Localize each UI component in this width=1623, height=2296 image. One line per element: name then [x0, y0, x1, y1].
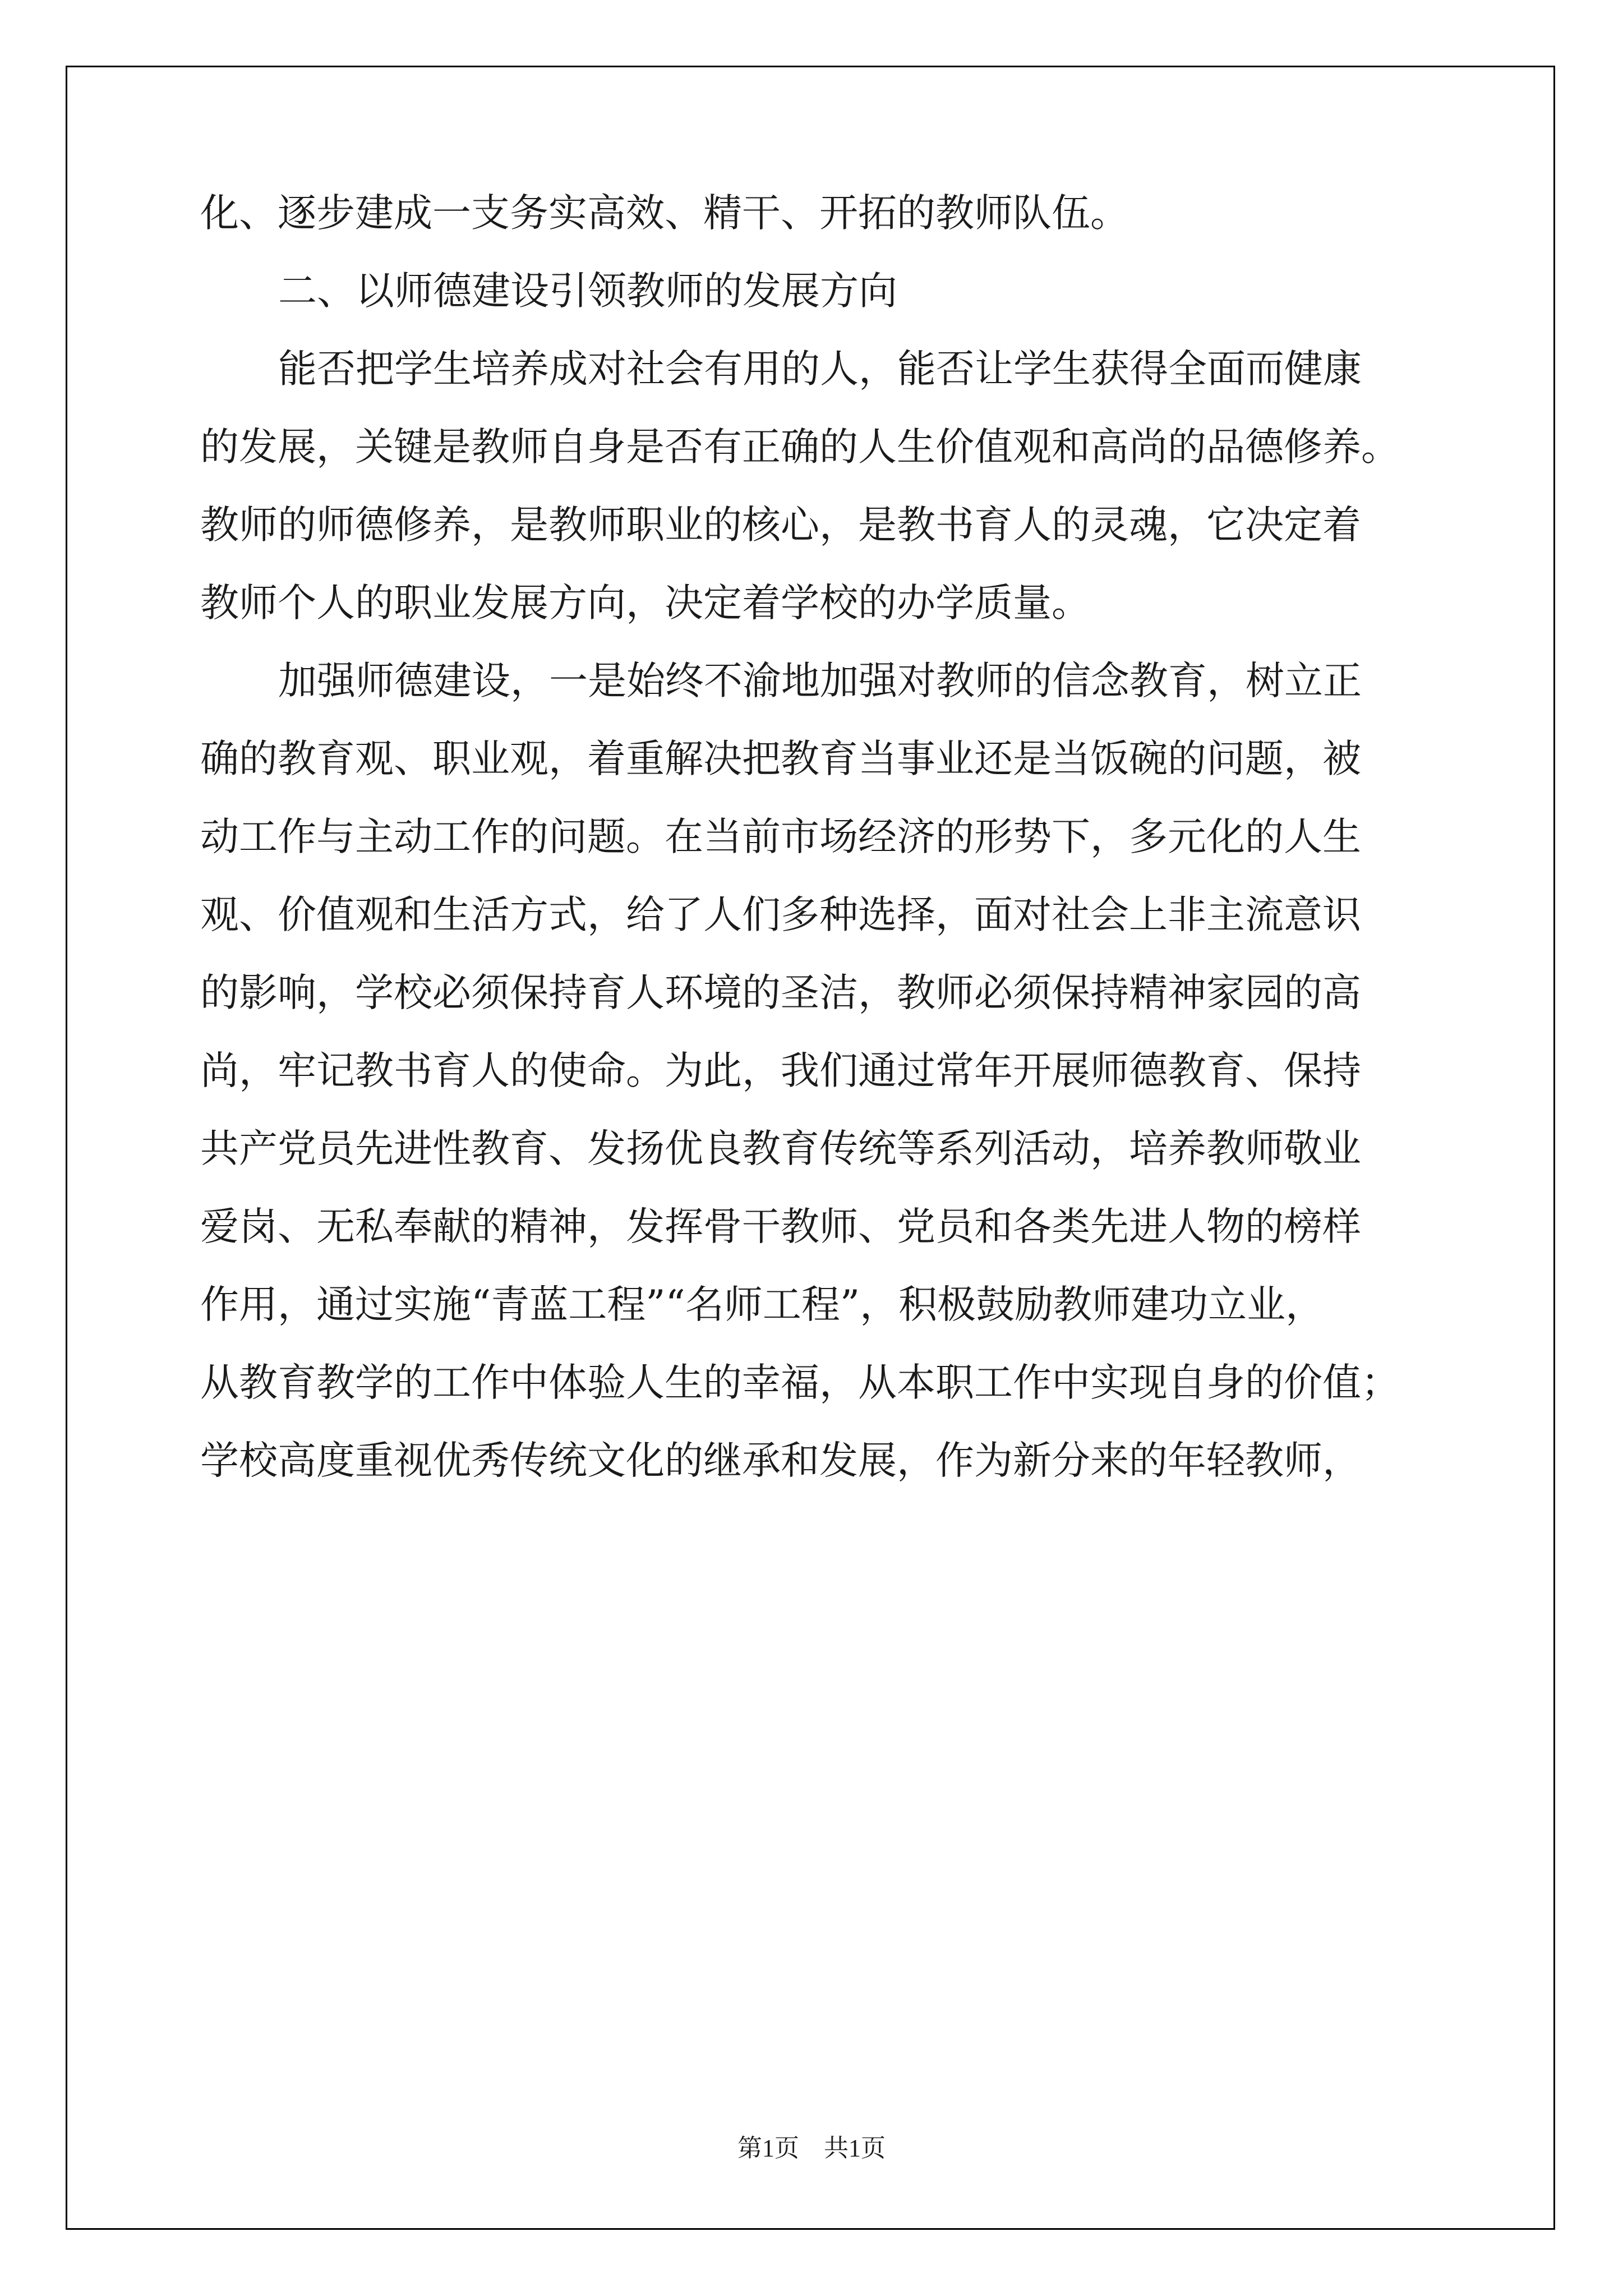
- text-line-10: 观、价值观和生活方式，给了人们多种选择，面对社会上非主流意识: [200, 892, 1361, 937]
- text-line-3: 能否把学生培养成对社会有用的人，能否让学生获得全面而健康: [278, 347, 1362, 392]
- text-line-15: 作用，通过实施“青蓝工程”“名师工程”，积极鼓励教师建功立业，: [200, 1282, 1325, 1327]
- text-line-11: 的影响，学校必须保持育人环境的圣洁，教师必须保持精神家园的高: [200, 970, 1361, 1015]
- text-line-9: 动工作与主动工作的问题。在当前市场经济的形势下，多元化的人生: [200, 815, 1361, 859]
- text-line-13: 共产党员先进性教育、发扬优良教育传统等系列活动，培养教师敬业: [200, 1126, 1361, 1171]
- text-line-16: 从教育教学的工作中体验人生的幸福，从本职工作中实现自身的价值；: [200, 1360, 1400, 1405]
- section-heading: 二、以师德建设引领教师的发展方向: [278, 269, 897, 314]
- text-line-1: 化、逐步建成一支务实高效、精干、开拓的教师队伍。: [200, 191, 1129, 236]
- text-line-8: 确的教育观、职业观，着重解决把教育当事业还是当饭碗的问题，被: [200, 737, 1361, 781]
- page-footer: 第1页 共1页: [737, 2134, 886, 2162]
- text-line-6: 教师个人的职业发展方向，决定着学校的办学质量。: [200, 581, 1090, 625]
- text-line-5: 教师的师德修养，是教师职业的核心，是教书育人的灵魂，它决定着: [200, 503, 1361, 547]
- text-line-7: 加强师德建设，一是始终不渝地加强对教师的信念教育，树立正: [278, 659, 1362, 703]
- text-line-17: 学校高度重视优秀传统文化的继承和发展，作为新分来的年轻教师，: [200, 1438, 1361, 1483]
- text-line-12: 尚，牢记教书育人的使命。为此，我们通过常年开展师德教育、保持: [200, 1048, 1361, 1093]
- text-line-4: 的发展，关键是教师自身是否有正确的人生价值观和高尚的品德修养。: [200, 425, 1400, 470]
- text-line-14: 爱岗、无私奉献的精神，发挥骨干教师、党员和各类先进人物的榜样: [200, 1204, 1361, 1249]
